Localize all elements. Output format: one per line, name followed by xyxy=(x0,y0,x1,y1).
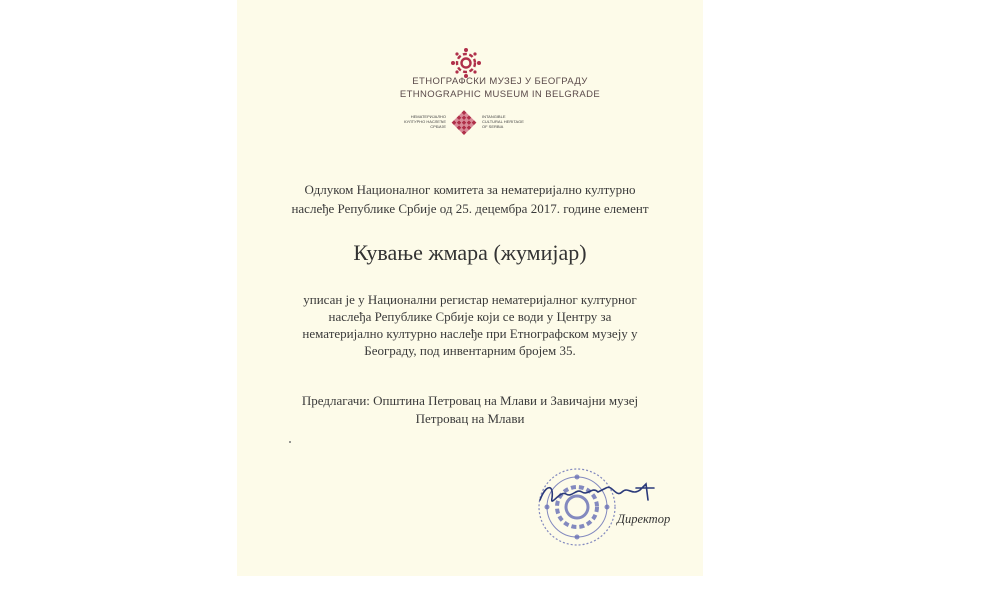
intro-paragraph: Одлуком Националног комитета за нематеријално културно наслеђе Републике Србије од 25. децембра 2017. године елемент xyxy=(291,182,649,216)
ich-diamond-emblem-icon xyxy=(449,108,479,138)
museum-name-serbian: ЕТНОГРАФСКИ МУЗЕЈ У БЕОГРАДУ xyxy=(412,76,588,87)
museum-logo-icon xyxy=(450,47,482,79)
ich-label-serbian: НЕМАТЕРИЈАЛНО КУЛТУРНО НАСЛЕЂЕ СРБИЈЕ xyxy=(404,114,446,129)
registry-paragraph: уписан је у Национални регистар нематеријалног културног наслеђа Републике Србије који се води у Центру за нематеријално културно наслеђе при Етнографском музеју у Београду, под инвентарним бројем 35. xyxy=(302,292,638,358)
museum-name-english: ETHNOGRAPHIC MUSEUM IN BELGRADE xyxy=(399,89,601,100)
proposers-paragraph: Предлагачи: Општина Петровац на Млави и Завичајни музеј Петровац на Млави xyxy=(301,393,639,426)
ink-speck xyxy=(289,441,291,443)
director-signature-icon xyxy=(536,478,666,512)
ich-label-english: INTANGIBLE CULTURAL HERITAGE OF SERBIA xyxy=(482,114,524,129)
element-title: Кување жмара (жумијар) xyxy=(353,240,587,265)
director-label: Директор xyxy=(617,512,671,526)
